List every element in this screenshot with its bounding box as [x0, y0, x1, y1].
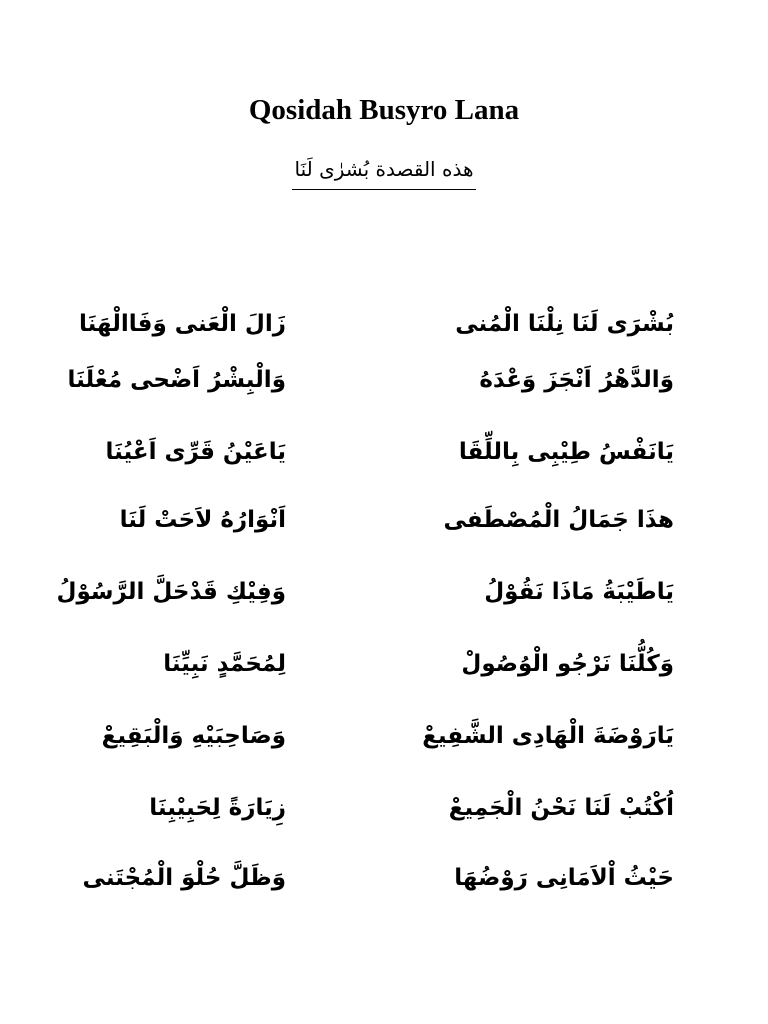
verse-first-hemistich: يَارَوْضَةَ الْهَادِى الشَّفِيعْ	[422, 723, 674, 749]
verse-first-hemistich: يَاطَيْبَةُ مَاذَا نَقُوْلُ	[484, 579, 674, 605]
verse-second-hemistich: وَظَلَّ حُلْوَ الْمُجْتَنى	[82, 865, 286, 891]
verse-first-hemistich: وَكُلُّنَا نَرْجُو الْوُصُولْ	[461, 651, 674, 677]
subtitle-container	[0, 152, 768, 190]
verse-first-hemistich: بُشْرَى لَنَا نِلْنَا الْمُنى	[455, 311, 674, 337]
arabic-subtitle: هذه القصدة بُشرٰى لَنَا	[292, 152, 475, 190]
verse-first-hemistich: وَالدَّهْرُ اَنْجَزَ وَعْدَهُ	[479, 367, 674, 393]
verse-second-hemistich: اَنْوَارُهُ لاَحَتْ لَنَا	[119, 507, 286, 533]
verse-first-hemistich: هذَا جَمَالُ الْمُصْطَفى	[443, 507, 674, 533]
verse-second-hemistich: لِمُحَمَّدٍ نَبِيِّنَا	[163, 651, 286, 677]
verse-first-hemistich: اُكْتُبْ لَنَا نَحْنُ الْجَمِيعْ	[448, 795, 674, 821]
verse-second-hemistich: زَالَ الْعَنى وَفَاالْهَنَا	[79, 311, 286, 337]
verse-second-hemistich: وَفِيْكِ قَدْحَلَّ الرَّسُوْلُ	[56, 579, 286, 605]
page-title: Qosidah Busyro Lana	[248, 94, 520, 126]
verse-first-hemistich: حَيْثُ اْلاَمَانِى رَوْضُهَا	[454, 865, 674, 891]
verse-second-hemistich: وَصَاحِبَيْهِ وَالْبَقِيعْ	[101, 723, 286, 749]
verse-second-hemistich: زِيَارَةً لِحَبِيْبِنَا	[149, 795, 286, 821]
verse-second-hemistich: وَالْبِشْرُ اَضْحى مُعْلَنَا	[67, 367, 286, 393]
verse-second-hemistich: يَاعَيْنُ قَرِّى اَعْيُنَا	[105, 439, 286, 465]
verse-first-hemistich: يَانَفْسُ طِيْبِى بِاللِّقَا	[458, 439, 674, 465]
